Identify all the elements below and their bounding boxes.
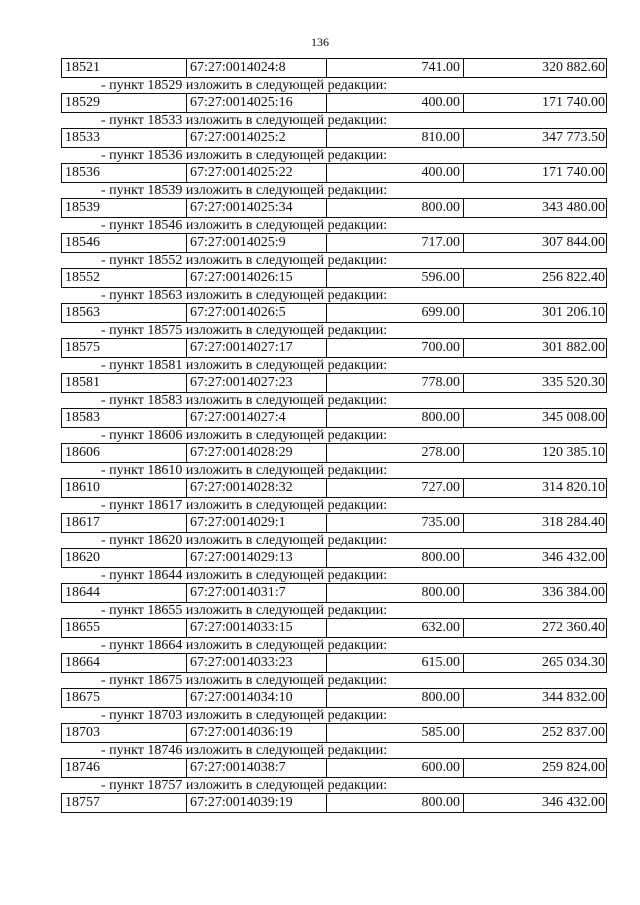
cadastral-number-cell: 67:27:0014036:19 [186,724,326,742]
table-row [61,58,607,78]
value-cell: 346 432.00 [463,794,608,812]
amendment-note: - пункт 18617 изложить в следующей редакции: [101,498,388,513]
value-cell: 259 824.00 [463,759,608,777]
amendment-note: - пункт 18610 изложить в следующей редакции: [101,463,388,478]
value-cell: 301 882.00 [463,339,608,357]
table-row [61,338,607,358]
amendment-note: - пункт 18644 изложить в следующей редакции: [101,568,388,583]
row-number-cell: 18563 [65,305,100,320]
amendment-note: - пункт 18575 изложить в следующей редакции: [101,323,388,338]
row-number-cell: 18583 [65,410,100,425]
area-cell: 400.00 [326,94,463,112]
value-cell: 335 520.30 [463,374,608,392]
area-cell: 800.00 [326,199,463,217]
area-cell: 800.00 [326,689,463,707]
row-number-cell: 18581 [65,375,100,390]
amendment-note: - пункт 18552 изложить в следующей редакции: [101,253,388,268]
table-row [61,93,607,113]
amendment-note: - пункт 18581 изложить в следующей редакции: [101,358,388,373]
value-cell: 252 837.00 [463,724,608,742]
value-cell: 171 740.00 [463,164,608,182]
amendment-note: - пункт 18703 изложить в следующей редакции: [101,708,388,723]
cadastral-number-cell: 67:27:0014029:1 [186,514,326,532]
area-cell: 800.00 [326,584,463,602]
row-number-cell: 18536 [65,165,100,180]
table-row [61,373,607,393]
area-cell: 810.00 [326,129,463,147]
cadastral-number-cell: 67:27:0014025:34 [186,199,326,217]
table-row [61,163,607,183]
area-cell: 800.00 [326,549,463,567]
value-cell: 171 740.00 [463,94,608,112]
row-number-cell: 18617 [65,515,100,530]
amendment-note: - пункт 18539 изложить в следующей редакции: [101,183,388,198]
table-row [61,653,607,673]
cadastral-number-cell: 67:27:0014025:16 [186,94,326,112]
amendment-note: - пункт 18620 изложить в следующей редакции: [101,533,388,548]
table-row [61,548,607,568]
area-cell: 632.00 [326,619,463,637]
amendment-note: - пункт 18655 изложить в следующей редакции: [101,603,388,618]
area-cell: 699.00 [326,304,463,322]
row-number-cell: 18746 [65,760,100,775]
value-cell: 336 384.00 [463,584,608,602]
row-number-cell: 18757 [65,795,100,810]
page-number: 136 [311,35,329,49]
area-cell: 800.00 [326,794,463,812]
row-number-cell: 18610 [65,480,100,495]
amendment-note: - пункт 18664 изложить в следующей редакции: [101,638,388,653]
amendment-note: - пункт 18529 изложить в следующей редакции: [101,78,388,93]
cadastral-number-cell: 67:27:0014028:29 [186,444,326,462]
row-number-cell: 18675 [65,690,100,705]
value-cell: 346 432.00 [463,549,608,567]
amendment-note: - пункт 18563 изложить в следующей редакции: [101,288,388,303]
area-cell: 596.00 [326,269,463,287]
area-cell: 615.00 [326,654,463,672]
area-cell: 400.00 [326,164,463,182]
cadastral-number-cell: 67:27:0014033:15 [186,619,326,637]
table-row [61,303,607,323]
row-number-cell: 18703 [65,725,100,740]
table-row [61,128,607,148]
value-cell: 320 882.60 [463,59,608,77]
cadastral-number-cell: 67:27:0014024:8 [186,59,326,77]
table-row [61,198,607,218]
value-cell: 318 284.40 [463,514,608,532]
row-number-cell: 18539 [65,200,100,215]
value-cell: 347 773.50 [463,129,608,147]
area-cell: 800.00 [326,409,463,427]
cadastral-number-cell: 67:27:0014031:7 [186,584,326,602]
area-cell: 741.00 [326,59,463,77]
area-cell: 278.00 [326,444,463,462]
amendment-note: - пункт 18675 изложить в следующей редакции: [101,673,388,688]
table-row [61,408,607,428]
row-number-cell: 18664 [65,655,100,670]
area-cell: 600.00 [326,759,463,777]
table-row [61,688,607,708]
amendment-note: - пункт 18533 изложить в следующей редакции: [101,113,388,128]
value-cell: 343 480.00 [463,199,608,217]
amendment-note: - пункт 18746 изложить в следующей редакции: [101,743,388,758]
row-number-cell: 18644 [65,585,100,600]
row-number-cell: 18552 [65,270,100,285]
table-row [61,793,607,813]
cadastral-number-cell: 67:27:0014025:9 [186,234,326,252]
amendment-note: - пункт 18583 изложить в следующей редакции: [101,393,388,408]
cadastral-number-cell: 67:27:0014027:4 [186,409,326,427]
cadastral-number-cell: 67:27:0014026:15 [186,269,326,287]
cadastral-number-cell: 67:27:0014039:19 [186,794,326,812]
area-cell: 727.00 [326,479,463,497]
table-row [61,513,607,533]
amendment-note: - пункт 18757 изложить в следующей редакции: [101,778,388,793]
table-row [61,233,607,253]
row-number-cell: 18606 [65,445,100,460]
cadastral-number-cell: 67:27:0014038:7 [186,759,326,777]
amendment-note: - пункт 18606 изложить в следующей редакции: [101,428,388,443]
value-cell: 256 822.40 [463,269,608,287]
cadastral-number-cell: 67:27:0014026:5 [186,304,326,322]
row-number-cell: 18575 [65,340,100,355]
cadastral-number-cell: 67:27:0014033:23 [186,654,326,672]
value-cell: 314 820.10 [463,479,608,497]
area-cell: 717.00 [326,234,463,252]
value-cell: 265 034.30 [463,654,608,672]
cadastral-number-cell: 67:27:0014027:17 [186,339,326,357]
table-row [61,443,607,463]
table-row [61,618,607,638]
table-row [61,583,607,603]
row-number-cell: 18521 [65,60,100,75]
value-cell: 344 832.00 [463,689,608,707]
value-cell: 120 385.10 [463,444,608,462]
table-row [61,268,607,288]
cadastral-number-cell: 67:27:0014025:22 [186,164,326,182]
area-cell: 735.00 [326,514,463,532]
value-cell: 345 008.00 [463,409,608,427]
amendments-table [61,58,607,813]
amendment-note: - пункт 18536 изложить в следующей редакции: [101,148,388,163]
area-cell: 778.00 [326,374,463,392]
row-number-cell: 18533 [65,130,100,145]
area-cell: 585.00 [326,724,463,742]
row-number-cell: 18655 [65,620,100,635]
row-number-cell: 18620 [65,550,100,565]
table-row [61,758,607,778]
table-row [61,478,607,498]
row-number-cell: 18529 [65,95,100,110]
table-row [61,723,607,743]
cadastral-number-cell: 67:27:0014028:32 [186,479,326,497]
value-cell: 307 844.00 [463,234,608,252]
cadastral-number-cell: 67:27:0014029:13 [186,549,326,567]
amendment-note: - пункт 18546 изложить в следующей редакции: [101,218,388,233]
cadastral-number-cell: 67:27:0014034:10 [186,689,326,707]
row-number-cell: 18546 [65,235,100,250]
cadastral-number-cell: 67:27:0014027:23 [186,374,326,392]
area-cell: 700.00 [326,339,463,357]
value-cell: 301 206.10 [463,304,608,322]
value-cell: 272 360.40 [463,619,608,637]
cadastral-number-cell: 67:27:0014025:2 [186,129,326,147]
